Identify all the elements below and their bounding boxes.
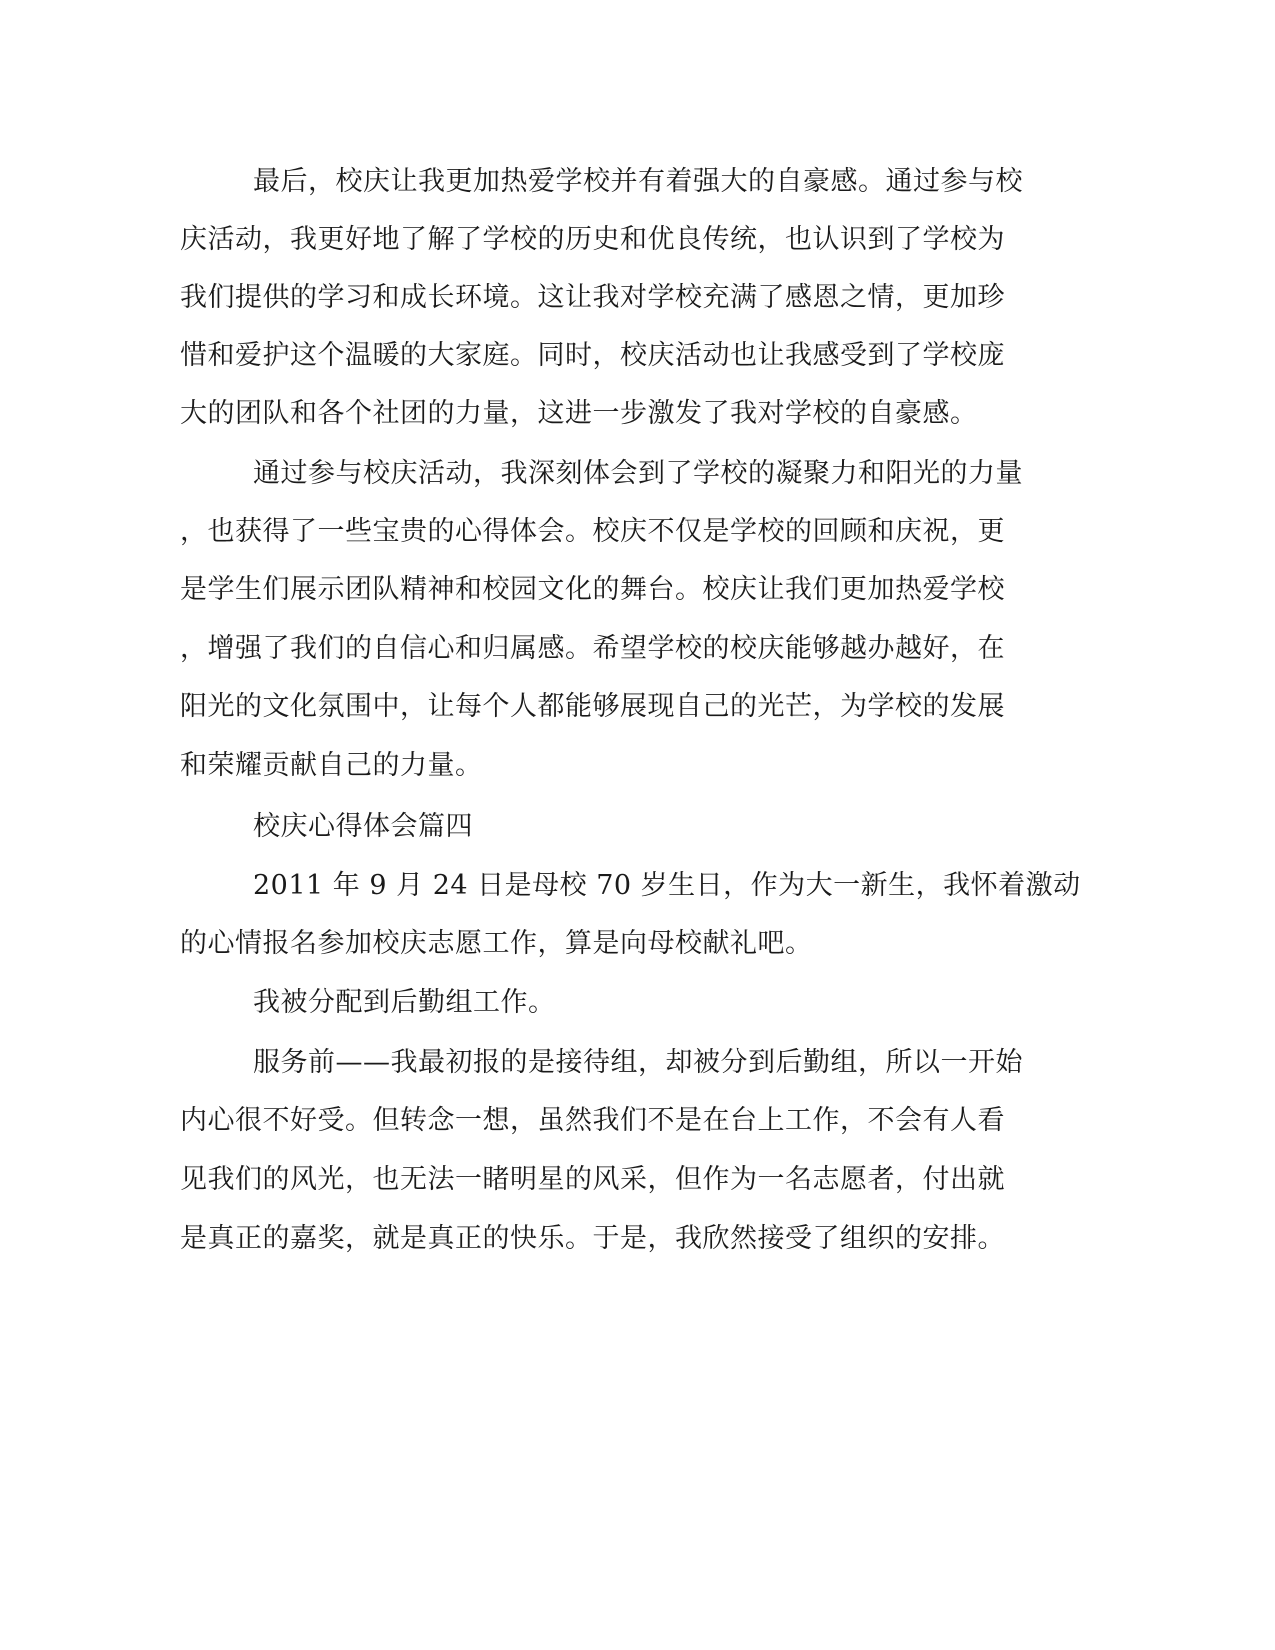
paragraph-1-line-3: 我们提供的学习和成长环境。这让我对学校充满了感恩之情，更加珍 — [180, 282, 1005, 313]
paragraph-2-line-5: 阳光的文化氛围中，让每个人都能够展现自己的光芒，为学校的发展 — [180, 691, 1005, 722]
paragraph-5-line-2: 内心很不好受。但转念一想，虽然我们不是在台上工作，不会有人看 — [180, 1105, 1005, 1136]
paragraph-3-line-2: 的心情报名参加校庆志愿工作，算是向母校献礼吧。 — [180, 928, 813, 959]
paragraph-3-line-1: 2011 年 9 月 24 日是母校 70 岁生日，作为大一新生，我怀着激动 — [253, 870, 1081, 901]
paragraph-5-line-3: 见我们的风光，也无法一睹明星的风采，但作为一名志愿者，付出就 — [180, 1164, 1005, 1195]
paragraph-5-line-1: 服务前——我最初报的是接待组，却被分到后勤组，所以一开始 — [253, 1047, 1023, 1078]
paragraph-1-line-2: 庆活动，我更好地了解了学校的历史和优良传统，也认识到了学校为 — [180, 224, 1005, 255]
section-heading: 校庆心得体会篇四 — [253, 811, 473, 842]
paragraph-2-line-6: 和荣耀贡献自己的力量。 — [180, 750, 483, 781]
paragraph-1-line-1: 最后，校庆让我更加热爱学校并有着强大的自豪感。通过参与校 — [253, 166, 1023, 197]
paragraph-1-line-4: 惜和爱护这个温暖的大家庭。同时，校庆活动也让我感受到了学校庞 — [180, 340, 1005, 371]
paragraph-2-line-3: 是学生们展示团队精神和校园文化的舞台。校庆让我们更加热爱学校 — [180, 574, 1005, 605]
paragraph-5-line-4: 是真正的嘉奖，就是真正的快乐。于是，我欣然接受了组织的安排。 — [180, 1223, 1005, 1254]
paragraph-2-line-1: 通过参与校庆活动，我深刻体会到了学校的凝聚力和阳光的力量 — [253, 458, 1023, 489]
paragraph-4-line-1: 我被分配到后勤组工作。 — [253, 987, 556, 1018]
paragraph-2-line-2: ，也获得了一些宝贵的心得体会。校庆不仅是学校的回顾和庆祝，更 — [180, 516, 1005, 547]
paragraph-1-line-5: 大的团队和各个社团的力量，这进一步激发了我对学校的自豪感。 — [180, 398, 978, 429]
paragraph-2-line-4: ，增强了我们的自信心和归属感。希望学校的校庆能够越办越好，在 — [180, 633, 1005, 664]
